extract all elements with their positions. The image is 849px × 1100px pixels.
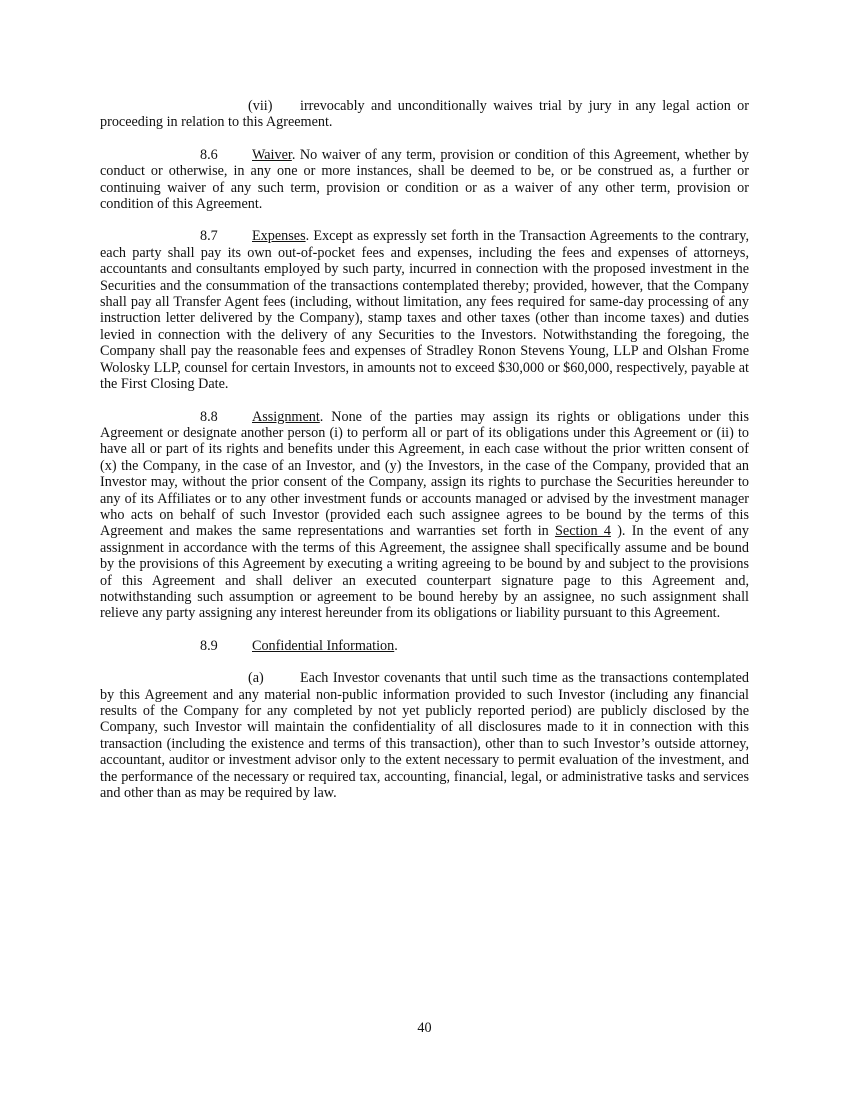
section-heading: Assignment — [252, 408, 320, 425]
section-number: 8.7 — [200, 228, 218, 245]
paragraph-text: Each Investor covenants that until such time as the transactions contemplated by this Agreement and any material non-public information provided to such Investor (including any financial results of the Company for any completed by not yet publicly reported period) are publicly disclosed by the Company, such Investor will maintain the confidentiality of all disclosures made to it in connection with this transaction (including the existence and terms of this transaction), other than to such Investor’s outside attorney, accountant, auditor or investment advisor only to the extent necessary to permit evaluation of the investment, and the performance of the necessary or required tax, accounting, financial, legal, or administrative tasks and services and other than as may be required by law. — [100, 670, 749, 802]
section-text: . Except as expressly set forth in the Transaction Agreements to the contrary, each party shall pay its own out-of-pocket fees and expenses, including the fees and expenses of attorneys, accountants and consultants employed by such party, incurred in connection with the proposed investment in the Securities and the consummation of the transactions contemplated thereby; provided, however, that the Company shall pay all Transfer Agent fees (including, without limitation, any fees required for same-day processing of any instruction letter delivered by the Company), stamp taxes and other taxes (other than income taxes) and duties levied in connection with the delivery of any Securities to the Investors. Notwithstanding the foregoing, the Company shall pay the reasonable fees and expenses of Stradley Ronon Stevens Young, LLP and Olshan Frome Wolosky LLP, counsel for certain Investors, in amounts not to exceed $30,000 or $60,000, respectively, payable at the First Closing Date. — [100, 228, 749, 393]
paragraph-vii — [100, 98, 749, 131]
heading-period: . — [394, 637, 398, 654]
document-page — [100, 98, 749, 817]
section-text: . None of the parties may assign its rights or obligations under this Agreement or designate another person (i) to perform all or part of its obligations under this Agreement or (ii) to have all or part of its rights and benefits under this Agreement, in each case without the prior written consent of (x) the Company, in the case of an Investor, and (y) the Investors, in the case of the Company, provided that an Investor may, without the prior consent of the Company, assign its rights to purchase the Securities hereunder to any of its Affiliates or to any other investment funds or accounts managed or advised by the investment manager who acts on behalf of such Investor (provided each such assignee agrees to be bound by the terms of this Agreement and makes the same representations and warranties set forth in — [100, 408, 749, 540]
section-heading: Expenses — [252, 228, 306, 245]
section-heading: Waiver — [252, 146, 292, 163]
paragraph-text: irrevocably and unconditionally waives trial by jury in any legal action or proceeding in relation to this Agreement. — [100, 98, 749, 131]
section-8-6 — [100, 147, 749, 213]
section-text: . No waiver of any term, provision or condition of this Agreement, whether by conduct or otherwise, in any one or more instances, shall be deemed to be, or be construed as, a further or continuing waiver of any such term, provision or condition or as a waiver of any other term, provision or condition of this Agreement. — [100, 146, 749, 213]
section-8-9-a — [100, 670, 749, 801]
section-number: 8.8 — [200, 408, 218, 425]
section-number: 8.9 — [200, 637, 218, 654]
page-number: 40 — [417, 1020, 432, 1036]
section-cross-reference: Section 4 — [555, 523, 611, 540]
section-text-continued: ). In the event of any assignment in accordance with the terms of this Agreement, the assignee shall specifically assume and be bound by the provisions of this Agreement by executing a writing agreeing to be bound by and subject to the provisions of this Agreement and shall deliver an executed counterpart signature page to this Agreement and, notwithstanding such assumption or agreement to be bound hereby by an assignee, no such assignment shall relieve any party assigning any interest hereunder from its obligations or liability pursuant to this Agreement. — [100, 523, 749, 622]
section-8-7 — [100, 228, 749, 392]
section-number: 8.6 — [200, 146, 218, 163]
clause-number: (vii) — [248, 98, 273, 114]
section-8-9 — [100, 638, 749, 654]
clause-number: (a) — [248, 670, 264, 687]
section-8-8 — [100, 409, 749, 622]
section-heading: Confidential Information — [252, 637, 395, 654]
